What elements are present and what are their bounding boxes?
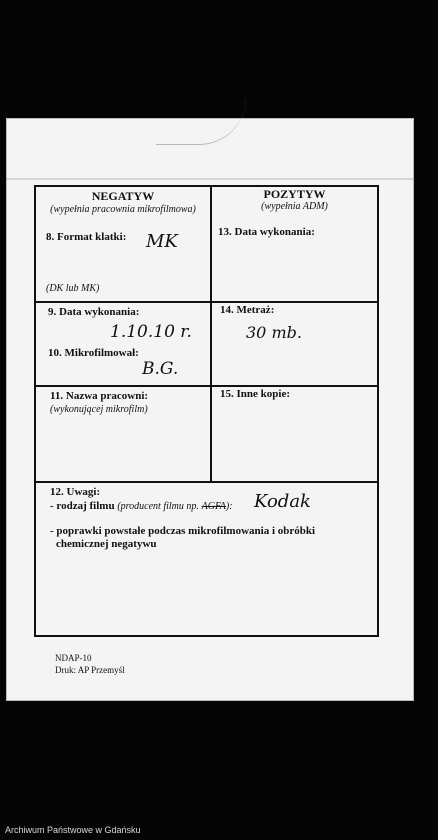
format-klatki-label: 8. Format klatki: (46, 231, 127, 243)
scan-artifact (156, 98, 246, 145)
row-divider-2 (36, 385, 377, 387)
uwagi-label: 12. Uwagi: (50, 486, 101, 498)
rodzaj-filmu-end: ): (225, 501, 233, 512)
mikrofilmowal-value: B.G. (142, 359, 179, 379)
column-divider (210, 187, 212, 483)
format-klatki-value: MK (146, 231, 178, 252)
rodzaj-filmu-line (50, 500, 233, 512)
rodzaj-filmu-hint: (producent filmu np. (117, 501, 199, 512)
negatyw-title: NEGATYW (91, 189, 155, 203)
nazwa-pracowni-label: 11. Nazwa pracowni: (50, 390, 149, 402)
data-wykonania-pozytyw-label: 13. Data wykonania: (218, 226, 315, 238)
nazwa-pracowni-note: (wykonującej mikrofilm) (50, 404, 148, 415)
form-code: NDAP-10 (55, 653, 92, 663)
metraz-value: 30 mb. (246, 323, 302, 342)
microfilm-form (34, 185, 379, 637)
archive-name: Archiwum Państwowe w Gdańsku (5, 825, 141, 835)
rodzaj-filmu-label: - rodzaj filmu (50, 500, 115, 512)
pozytyw-subtitle: (wypełnia ADM) (261, 201, 328, 212)
rodzaj-filmu-value: Kodak (254, 491, 311, 512)
row-divider-3 (36, 481, 377, 483)
poprawki-line-2: chemicznej negatywu (56, 538, 157, 550)
pozytyw-title: POZYTYW (263, 187, 326, 201)
print-info: Druk: AP Przemyśl (55, 665, 125, 675)
mikrofilmowal-label: 10. Mikrofilmował: (48, 347, 139, 359)
metraz-label: 14. Metraż: (220, 304, 275, 316)
data-wykonania-value: 1.10.10 r. (110, 322, 192, 342)
format-klatki-note: (DK lub MK) (46, 283, 100, 294)
data-wykonania-label: 9. Data wykonania: (48, 306, 140, 318)
rodzaj-filmu-example: AGFA (201, 501, 226, 512)
inne-kopie-label: 15. Inne kopie: (220, 388, 290, 400)
row-divider-1 (36, 301, 377, 303)
poprawki-line-1: - poprawki powstałe podczas mikrofilmowania i obróbki (50, 525, 316, 537)
negatyw-subtitle: (wypełnia pracownia mikrofilmowa) (50, 204, 196, 215)
